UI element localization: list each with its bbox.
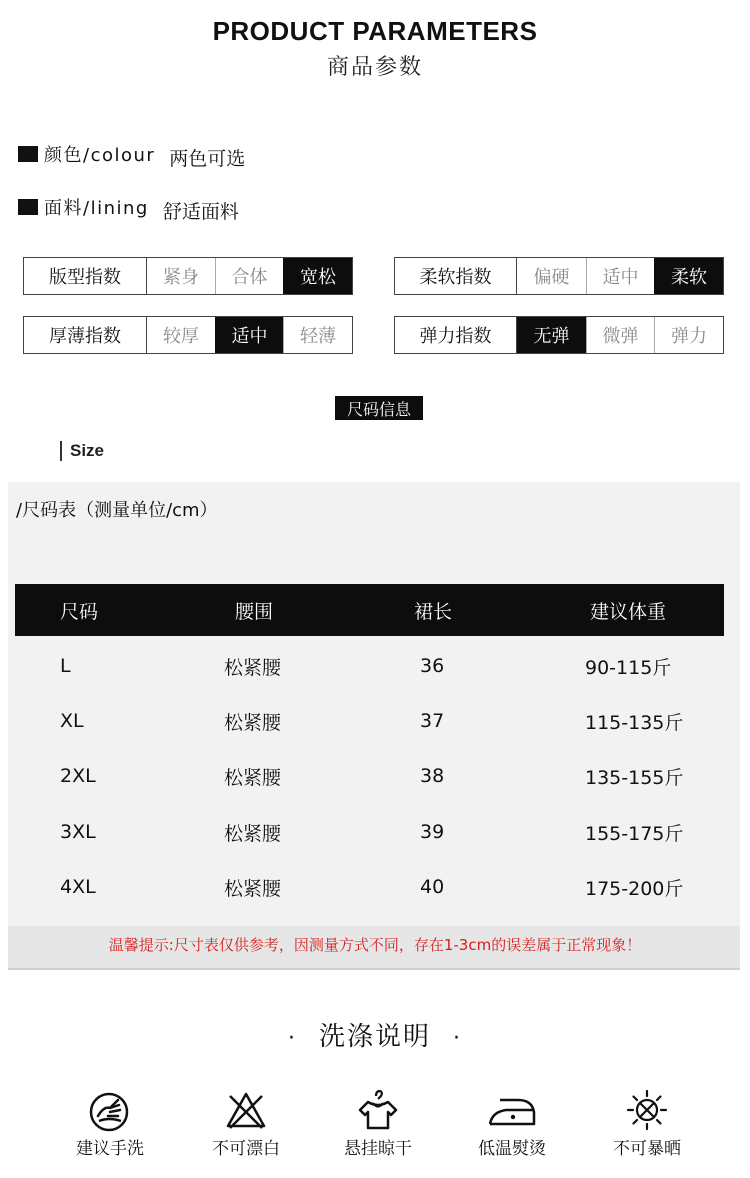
attribute-colour bbox=[18, 142, 246, 170]
care-item-hand-wash bbox=[50, 1088, 170, 1159]
size-notice: 温馨提示:尺寸表仅供参考，因测量方式不同，存在1-3cm的误差属于正常现象！ bbox=[108, 936, 642, 954]
index-option: 微弹 bbox=[586, 317, 654, 353]
table-cell-length: 40 bbox=[420, 876, 445, 898]
care-label: 建议手洗 bbox=[76, 1139, 144, 1159]
index-name: 弹力指数 bbox=[395, 317, 517, 353]
index-option-selected: 无弹 bbox=[517, 317, 586, 353]
table-cell-size: 4XL bbox=[60, 876, 96, 898]
index-softness bbox=[394, 257, 724, 295]
index-option-selected: 适中 bbox=[215, 317, 283, 353]
table-cell-length: 38 bbox=[420, 765, 445, 787]
no-sun-icon bbox=[625, 1088, 669, 1132]
column-header: 尺码 bbox=[60, 600, 99, 623]
care-label: 不可漂白 bbox=[212, 1139, 280, 1159]
index-option: 偏硬 bbox=[533, 267, 570, 288]
care-item-low-iron bbox=[452, 1088, 572, 1159]
care-label: 低温熨烫 bbox=[478, 1139, 546, 1159]
table-cell-weight: 90-115斤 bbox=[585, 656, 672, 679]
size-heading bbox=[60, 440, 104, 462]
care-item-no-bleach bbox=[186, 1088, 306, 1159]
index-option: 较厚 bbox=[163, 326, 199, 347]
title-dot: · bbox=[287, 1026, 297, 1051]
column-header: 腰围 bbox=[235, 600, 274, 623]
washing-title-text: 洗涤说明 bbox=[318, 1022, 431, 1052]
hand-wash-icon bbox=[88, 1088, 132, 1132]
page-title-en: PRODUCT PARAMETERS bbox=[212, 16, 538, 46]
table-cell-weight: 175-200斤 bbox=[585, 877, 684, 900]
bullet-square bbox=[18, 199, 38, 215]
attribute-value: 两色可选 bbox=[169, 147, 246, 170]
size-info-badge: 尺码信息 bbox=[335, 396, 423, 420]
index-thickness bbox=[23, 316, 353, 354]
table-cell-waist: 松紧腰 bbox=[224, 877, 282, 900]
attribute-value: 舒适面料 bbox=[162, 200, 239, 223]
attribute-lining bbox=[18, 195, 239, 223]
heading-bar bbox=[60, 441, 62, 461]
index-name: 厚薄指数 bbox=[24, 317, 147, 353]
index-option-selected: 宽松 bbox=[283, 258, 352, 294]
hang-dry-icon bbox=[354, 1088, 402, 1132]
care-item-no-sun bbox=[587, 1088, 707, 1159]
table-cell-length: 39 bbox=[420, 821, 445, 843]
care-item-hang-dry bbox=[318, 1088, 438, 1159]
low-iron-icon bbox=[484, 1088, 540, 1132]
table-cell-size: 2XL bbox=[60, 765, 96, 787]
table-cell-size: XL bbox=[60, 710, 84, 732]
size-heading-text: Size bbox=[70, 441, 105, 460]
attribute-label: 颜色/colour bbox=[44, 145, 156, 166]
table-cell-weight: 135-155斤 bbox=[585, 766, 684, 789]
index-name: 版型指数 bbox=[24, 258, 147, 294]
table-cell-waist: 松紧腰 bbox=[224, 711, 282, 734]
table-cell-size: 3XL bbox=[60, 821, 96, 843]
table-cell-length: 37 bbox=[420, 710, 445, 732]
size-table-header bbox=[15, 584, 724, 636]
page-title-cn: 商品参数 bbox=[326, 55, 423, 80]
index-option: 适中 bbox=[586, 258, 654, 294]
table-cell-size: L bbox=[60, 655, 71, 677]
column-header: 裙长 bbox=[414, 600, 453, 623]
index-option: 合体 bbox=[215, 258, 283, 294]
index-option: 紧身 bbox=[163, 267, 199, 288]
care-label: 不可暴晒 bbox=[613, 1139, 681, 1159]
index-elasticity bbox=[394, 316, 724, 354]
index-option-selected: 柔软 bbox=[654, 258, 723, 294]
table-cell-weight: 115-135斤 bbox=[585, 711, 684, 734]
washing-title bbox=[0, 1016, 750, 1053]
care-label: 悬挂晾干 bbox=[344, 1139, 412, 1159]
table-cell-waist: 松紧腰 bbox=[224, 822, 282, 845]
attribute-label: 面料/lining bbox=[44, 198, 149, 219]
table-cell-waist: 松紧腰 bbox=[224, 766, 282, 789]
table-cell-weight: 155-175斤 bbox=[585, 822, 684, 845]
index-name: 柔软指数 bbox=[395, 258, 517, 294]
table-cell-length: 36 bbox=[420, 655, 445, 677]
table-cell-waist: 松紧腰 bbox=[224, 656, 282, 679]
title-dot: · bbox=[453, 1026, 462, 1051]
index-option: 弹力 bbox=[654, 317, 723, 353]
no-bleach-icon bbox=[224, 1088, 268, 1132]
size-table-caption: /尺码表（测量单位/cm） bbox=[16, 500, 218, 521]
bullet-square bbox=[18, 146, 38, 162]
index-fit bbox=[23, 257, 353, 295]
index-option: 轻薄 bbox=[283, 317, 352, 353]
column-header: 建议体重 bbox=[590, 600, 667, 623]
